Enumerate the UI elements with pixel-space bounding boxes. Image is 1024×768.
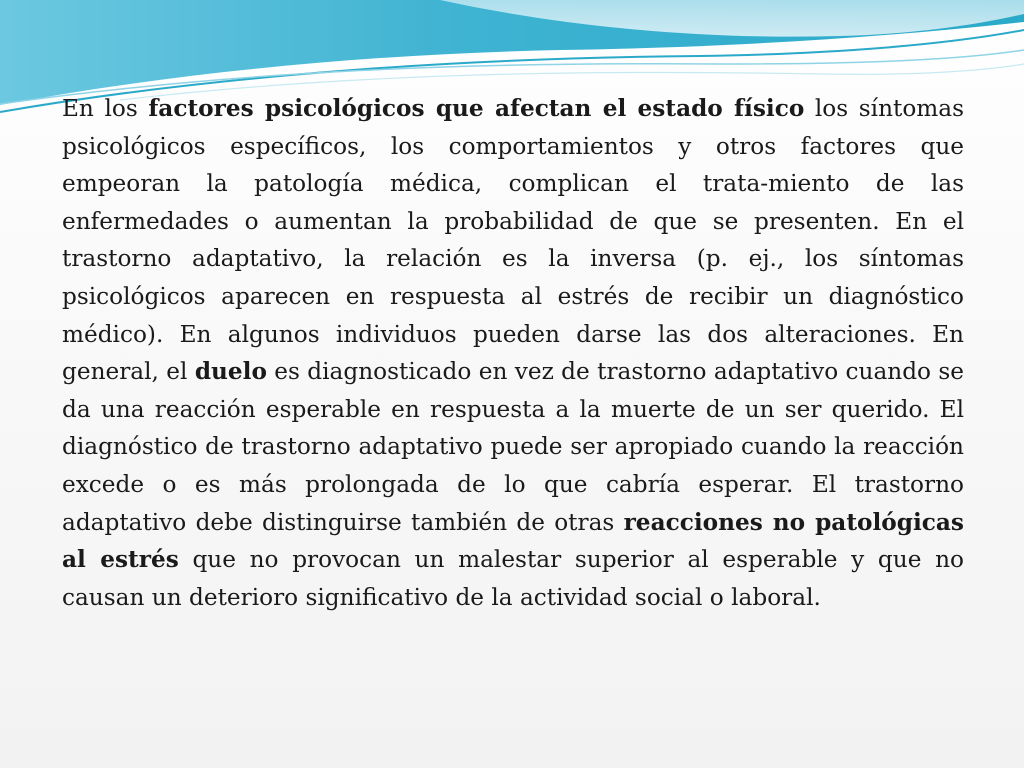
text-run: que no provocan un malestar superior al esperable y que no causan un deterioro significativo de la actividad social o laboral. bbox=[62, 546, 965, 611]
text-run: es diagnosticado en vez de trastorno adaptativo cuando se da una reacción esperable en respuesta a la muerte de un ser querido. El diagnóstico de trastorno adaptativo puede ser apropiado cuando la reacción excede o es más prolongada de lo que cabría esperar. El trastorno adaptativo debe distinguirse también de otras bbox=[62, 358, 965, 536]
bold-term-duelo: duelo bbox=[194, 358, 267, 386]
text-run: En los bbox=[62, 95, 149, 122]
text-run: los síntomas psicológicos específicos, los comportamientos y otros factores que empeoran la patología médica, complican el trata-miento de las enfermedades o aumentan la probabilidad de que se presenten. En el trastorno adaptativo, la relación es la inversa (p. ej., los síntomas psicológicos aparecen en respuesta al estrés de recibir un diagnóstico médico). En algunos individuos pueden darse las dos alteraciones. En general, el bbox=[62, 95, 964, 386]
bold-term-reacciones: reacciones no patológicas al estrés bbox=[62, 508, 964, 574]
bold-term-factores: factores psicológicos que afectan el estado físico bbox=[148, 95, 805, 122]
body-paragraph bbox=[62, 90, 964, 616]
